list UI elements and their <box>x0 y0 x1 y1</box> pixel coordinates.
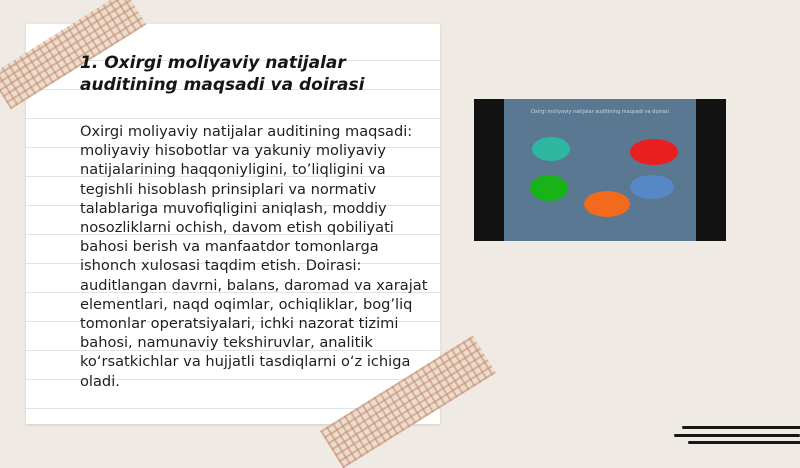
decorative-line <box>688 441 800 444</box>
diagram-node-blue <box>630 175 674 199</box>
slide-body-text: Oxirgi moliyaviy natijalar auditining maqsadi: moliyaviy hisobotlar va yakuniy moliyaviy natijalarining haqqoniyligini, to’liqligini va tegishli hisoblash prinsiplari va normativ talablariga muvofiqligini aniqlash, moddiy nosozliklarni ochish, davom etish qobiliyati bahosi berish va manfaatdor tomonlarga ishonch xulosasi taqdim etish. Doirasi: auditlangan davrni, balans, daromad va xarajat elementlari, naqd oqimlar, ochiqliklar, bog’liq tomonlar operatsiyalari, ichki nazorat tizimi bahosi, namunaviy tekshiruvlar, analitik ko‘rsatkichlar va hujjatli tasdiqlarni o‘z ichiga oladi. <box>80 123 428 390</box>
slide-title: 1. Oxirgi moliyaviy natijalar auditining maqsadi va doirasi <box>80 53 365 95</box>
decorative-line <box>674 434 800 437</box>
decorative-line <box>682 426 800 429</box>
embedded-video-frame[interactable] <box>474 99 726 241</box>
decorative-lines <box>674 424 800 448</box>
embedded-slide-thumbnail <box>504 99 696 241</box>
diagram-node-red <box>630 139 678 165</box>
diagram-node-green <box>530 175 568 201</box>
diagram-node-orange <box>584 191 630 217</box>
embedded-slide-title: Oxirgi moliyaviy natijalar auditining maqsadi va doirasi <box>530 109 670 115</box>
diagram-node-teal <box>532 137 570 161</box>
